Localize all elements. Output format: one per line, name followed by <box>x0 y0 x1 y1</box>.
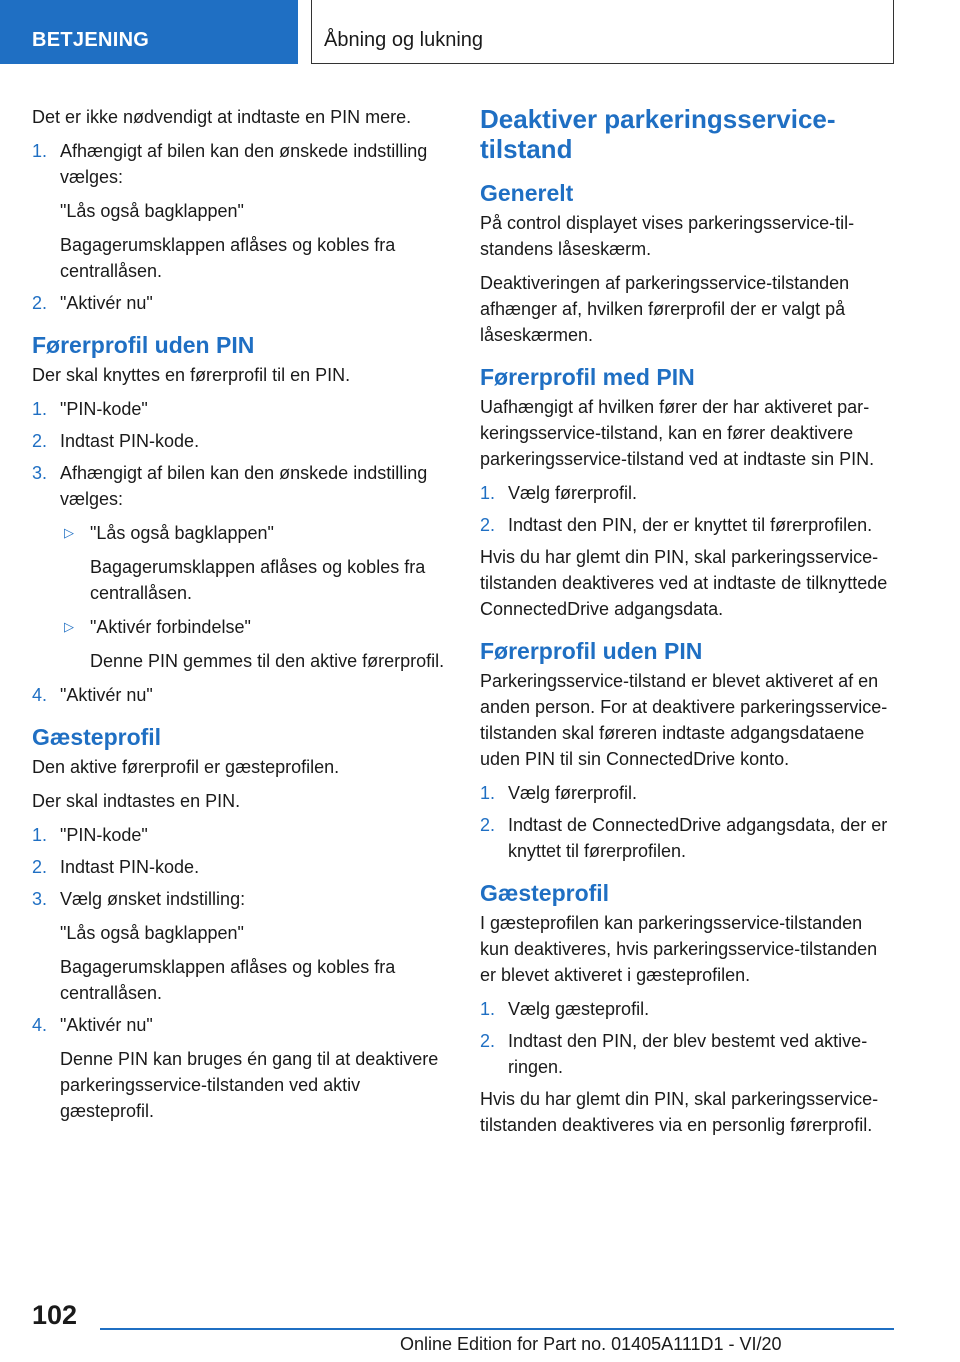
bullet-text: "Aktivér forbindelse" <box>90 617 251 637</box>
list-item <box>480 996 896 1022</box>
list-item <box>32 396 446 422</box>
step-description: Bagagerumsklappen aflåses og kobles fra centrallåsen. <box>60 235 396 281</box>
steps-list-r1 <box>480 480 896 538</box>
triangle-bullet-icon: ▷ <box>64 525 74 540</box>
step-text: Afhængigt af bilen kan den ønskede indstilling vælges: <box>60 141 428 187</box>
list-item <box>32 138 446 284</box>
bullet-description: Bagagerumsklappen aflåses og kobles fra centrallåsen. <box>90 557 426 603</box>
step-text: Vælg førerprofil. <box>508 483 638 503</box>
paragraph: I gæsteprofilen kan parkeringsservice-tilstanden kun deaktiveres, hvis parkeringsservice-tilstanden er blevet aktiveret i gæsteprofilen. <box>480 913 878 985</box>
step-text: Vælg gæsteprofil. <box>508 999 650 1019</box>
step-text: "Aktivér nu" <box>60 293 153 313</box>
step-text: Vælg førerprofil. <box>508 783 638 803</box>
heading-driver-profile-no-pin: Førerprofil uden PIN <box>32 332 255 358</box>
list-item <box>480 480 896 506</box>
list-item <box>480 1028 896 1080</box>
step-text: Afhængigt af bilen kan den ønskede indstilling vælges: <box>60 463 428 509</box>
step-text: Indtast PIN-kode. <box>60 857 200 877</box>
step-number: 4. <box>32 1015 48 1035</box>
step-number: 3. <box>32 463 48 483</box>
step-number: 2. <box>480 815 496 835</box>
steps-list-r3 <box>480 996 896 1080</box>
step-number: 4. <box>32 685 48 705</box>
step-number: 1. <box>480 783 496 803</box>
step-text: Indtast den PIN, der blev bestemt ved aktiveringen. <box>508 1031 868 1077</box>
heading-driver-profile-with-pin: Førerprofil med PIN <box>480 364 695 390</box>
step-number: 1. <box>32 399 48 419</box>
triangle-bullet-icon: ▷ <box>64 619 74 634</box>
bullet-description: Denne PIN gemmes til den aktive førerprofil. <box>90 651 445 671</box>
list-item <box>32 460 446 674</box>
list-item <box>32 290 446 316</box>
paragraph: Der skal indtastes en PIN. <box>32 791 241 811</box>
header-chapter-title: Åbning og lukning <box>324 29 484 51</box>
list-item <box>32 682 446 708</box>
step-number: 2. <box>480 1031 496 1051</box>
header-section-tab <box>0 0 298 64</box>
step-option: "Lås også bagklappen" <box>60 923 244 943</box>
step-number: 1. <box>32 825 48 845</box>
step-text: "PIN-kode" <box>60 399 148 419</box>
step-text: Indtast PIN-kode. <box>60 431 200 451</box>
step-number: 2. <box>32 431 48 451</box>
step-text: "Aktivér nu" <box>60 1015 153 1035</box>
step-text: Indtast den PIN, der er knyttet til førerprofilen. <box>508 515 873 535</box>
paragraph: På control displayet vises parkeringsservice-tilstandens låseskærm. <box>480 213 855 259</box>
heading-deactivate-parking-service: Deaktiver parkeringsservice-tilstand <box>480 104 836 164</box>
list-item <box>480 812 896 864</box>
step-text: "Aktivér nu" <box>60 685 153 705</box>
step-number: 2. <box>32 857 48 877</box>
step-option: "Lås også bagklappen" <box>60 201 244 221</box>
paragraph: Den aktive førerprofil er gæsteprofilen. <box>32 757 340 777</box>
step-number: 1. <box>480 483 496 503</box>
footer-divider <box>100 1328 894 1330</box>
paragraph: Der skal knyttes en førerprofil til en PIN. <box>32 365 351 385</box>
paragraph: Hvis du har glemt din PIN, skal parkeringsservice-tilstanden deaktiveres via en personlig førerprofil. <box>480 1089 879 1135</box>
bullet-text: "Lås også bagklappen" <box>90 523 274 543</box>
paragraph: Uafhængigt af hvilken fører der har aktiveret parkeringsservice-tilstand, kan en fører deaktivere parkeringsservice-tilstand ved at indtaste sin PIN. <box>480 397 875 469</box>
heading-driver-profile-no-pin: Førerprofil uden PIN <box>480 638 703 664</box>
sub-bullets <box>60 520 446 674</box>
intro-paragraph: Det er ikke nødvendigt at indtaste en PIN mere. <box>32 107 412 127</box>
step-text: Indtast de ConnectedDrive adgangsdata, der er knyttet til førerprofilen. <box>508 815 888 861</box>
step-number: 3. <box>32 889 48 909</box>
list-item <box>480 512 896 538</box>
step-description: Denne PIN kan bruges én gang til at deaktivere parkeringsservice-tilstanden ved aktiv gæsteprofil. <box>60 1049 439 1121</box>
list-item <box>32 854 446 880</box>
bullet-item <box>60 614 446 674</box>
paragraph: Deaktiveringen af parkeringsservice-tilstanden afhænger af, hvilken førerprofil der er valgt på låseskærmen. <box>480 273 850 345</box>
paragraph: Parkeringsservice-tilstand er blevet aktiveret af en anden person. For at deaktivere parkeringsservice-tilstanden skal føreren indtaste adgangsdataene uden PIN til sin ConnectedDrive konto. <box>480 671 888 769</box>
step-number: 1. <box>32 141 48 161</box>
right-column <box>480 104 896 1146</box>
header-section-label: BETJENING <box>32 29 150 51</box>
list-item <box>480 780 896 806</box>
steps-list-r2 <box>480 780 896 864</box>
heading-guest-profile: Gæsteprofil <box>480 880 610 906</box>
list-item <box>32 886 446 1006</box>
step-text: Vælg ønsket indstilling: <box>60 889 246 909</box>
heading-general: Generelt <box>480 180 574 206</box>
page-number: 102 <box>32 1300 78 1330</box>
steps-list-2 <box>32 396 446 708</box>
steps-list-1 <box>32 138 446 316</box>
heading-guest-profile: Gæsteprofil <box>32 724 162 750</box>
paragraph: Hvis du har glemt din PIN, skal parkeringsservice-tilstanden deaktiveres ved at indtaste de tilknyttede ConnectedDrive adgangsdata. <box>480 547 888 619</box>
step-number: 1. <box>480 999 496 1019</box>
step-number: 2. <box>32 293 48 313</box>
step-description: Bagagerumsklappen aflåses og kobles fra centrallåsen. <box>60 957 396 1003</box>
list-item <box>32 1012 446 1124</box>
step-number: 2. <box>480 515 496 535</box>
left-column <box>32 104 446 1130</box>
bullet-item <box>60 520 446 606</box>
list-item <box>32 428 446 454</box>
edition-label: Online Edition for Part no. 01405A111D1 - VI/20 <box>400 1334 782 1354</box>
steps-list-3 <box>32 822 446 1124</box>
header-chapter-box <box>311 0 894 64</box>
step-text: "PIN-kode" <box>60 825 148 845</box>
list-item <box>32 822 446 848</box>
